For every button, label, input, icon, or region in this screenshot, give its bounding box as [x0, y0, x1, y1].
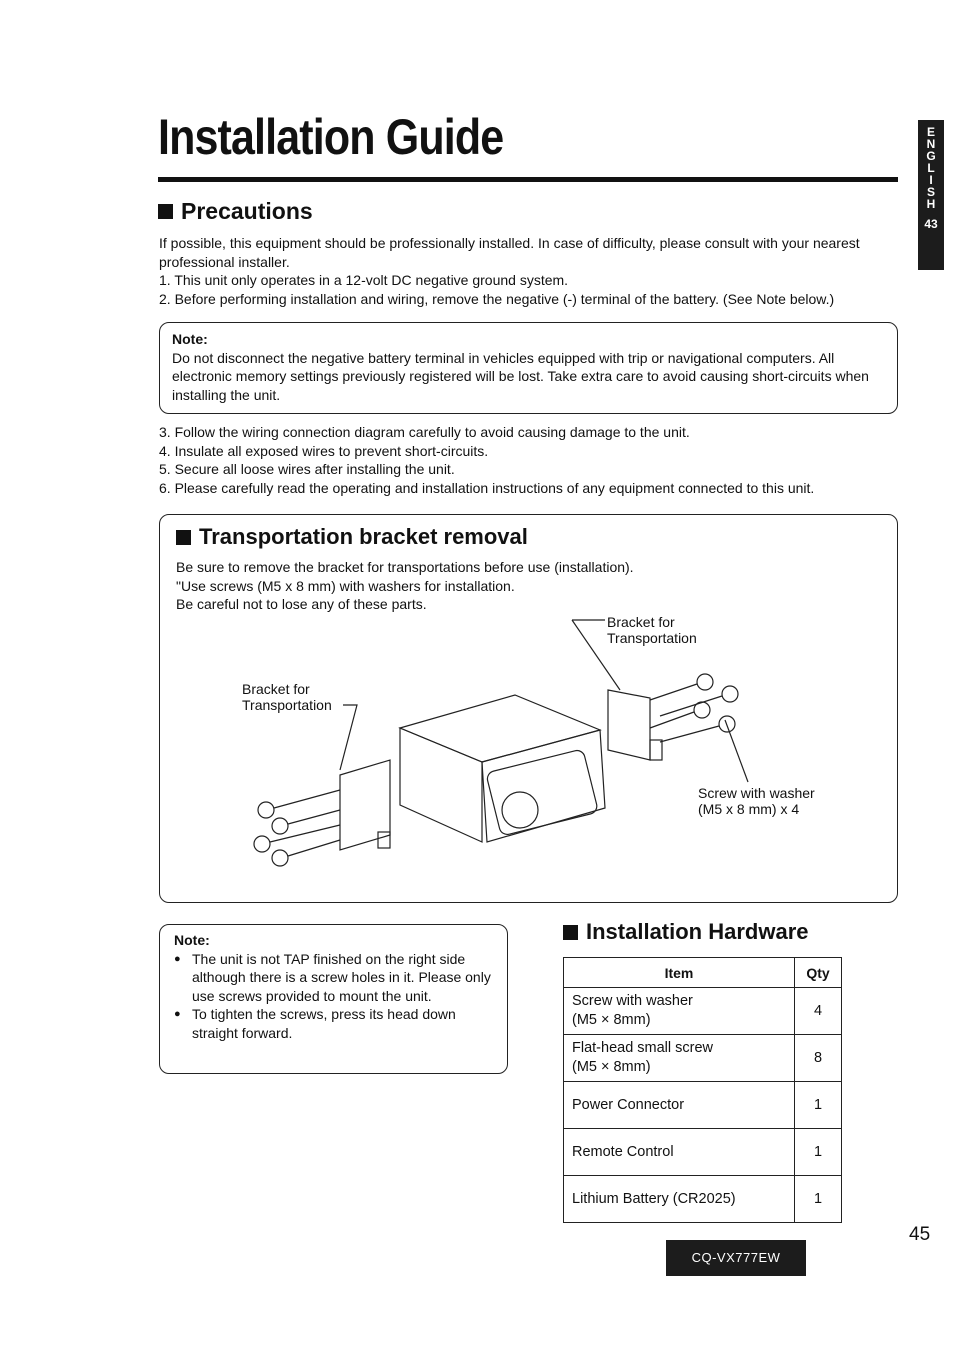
item-cell [564, 988, 795, 1035]
title-rule [158, 177, 898, 182]
hardware-heading [563, 919, 809, 945]
tab-letter: E [926, 125, 935, 139]
item-size: (M5 × 8mm) [572, 1012, 651, 1028]
table-row [564, 1129, 842, 1176]
precaution-item: 6. Please carefully read the operating and installation instructions of any equipment connected to this unit. [159, 479, 815, 496]
label-line: Bracket for [242, 681, 310, 697]
tab-page-number: 43 [924, 217, 938, 231]
note-title: Note: [172, 331, 208, 347]
language-tab [918, 120, 944, 270]
note-box-tap [159, 924, 508, 1074]
table-row [564, 1176, 842, 1223]
screw-icon [650, 702, 710, 728]
precautions-heading-text: Precautions [181, 198, 313, 224]
unit-side [400, 728, 482, 842]
note-box-precautions [159, 322, 898, 414]
volume-knob-icon [502, 792, 538, 828]
precautions-intro: If possible, this equipment should be professionally installed. In case of difficulty, please consult with your nearest professional installer. [159, 235, 860, 270]
screw-icon [650, 674, 713, 700]
leader-line [340, 705, 357, 770]
screw-icon [272, 840, 340, 866]
note-text: Do not disconnect the negative battery terminal in vehicles equipped with trip or navigational computers. All electronic memory settings previously registered will be lost. Take extra care to avoid causing short-circuits when installing the unit. [172, 349, 869, 403]
qty-cell: 1 [795, 1129, 842, 1176]
note-bullet: ● To tighten the screws, press its head down straight forward. [174, 1005, 492, 1042]
bracket-tab [378, 832, 390, 848]
model-badge: CQ-VX777EW [666, 1240, 806, 1276]
qty-cell: 1 [795, 1176, 842, 1223]
transport-line: "Use screws (M5 x 8 mm) with washers for installation. [176, 577, 515, 594]
transport-heading-text: Transportation bracket removal [199, 524, 528, 549]
precaution-item: 2. Before performing installation and wiring, remove the negative (-) terminal of the battery. (See Note below.) [159, 290, 835, 307]
item-cell: Remote Control [564, 1129, 795, 1176]
item-cell: Lithium Battery (CR2025) [564, 1176, 795, 1223]
tab-letter: I [929, 173, 933, 187]
screw-icon [254, 825, 340, 852]
note-content [172, 330, 888, 404]
right-bracket-icon [608, 690, 650, 760]
note-content [174, 931, 492, 1043]
precaution-item: 4. Insulate all exposed wires to prevent short-circuits. [159, 442, 489, 459]
precaution-item: 1. This unit only operates in a 12-volt DC negative ground system. [159, 272, 569, 289]
bullet-square-icon [176, 530, 191, 545]
item-name: Flat-head small screw [572, 1040, 714, 1057]
transport-line: Be sure to remove the bracket for transportations before use (installation). [176, 559, 634, 575]
table-row [564, 1035, 842, 1082]
bullet-square-icon [563, 925, 578, 940]
tab-letter: N [926, 137, 936, 151]
label-line: Transportation [607, 630, 697, 646]
label-line: Transportation [242, 697, 332, 713]
label-line: Bracket for [607, 614, 675, 630]
transport-instructions [176, 558, 776, 614]
label-line: (M5 x 8 mm) x 4 [698, 801, 800, 817]
precaution-item: 5. Secure all loose wires after installing the unit. [159, 461, 455, 478]
note-bullet-list [174, 950, 492, 1043]
precautions-intro-block [159, 234, 899, 308]
screw-icon [272, 810, 340, 834]
column-header-item: Item [564, 958, 795, 988]
faceplate-display [486, 749, 599, 836]
transport-line: Be careful not to lose any of these parts. [176, 596, 427, 613]
label-line: Screw with washer [698, 785, 815, 801]
qty-cell: 8 [795, 1035, 842, 1082]
table-header-row [564, 958, 842, 988]
table-row [564, 1082, 842, 1129]
leader-line [725, 720, 748, 782]
item-size: (M5 × 8mm) [572, 1059, 651, 1075]
precaution-item: 3. Follow the wiring connection diagram carefully to avoid causing damage to the unit. [159, 424, 690, 440]
bracket-removal-diagram [230, 610, 750, 870]
bullet-square-icon [158, 204, 173, 219]
note-title: Note: [174, 932, 210, 948]
precautions-list-continued [159, 423, 899, 497]
note-bullet: ● The unit is not TAP finished on the right side although there is a screw holes in it. Please only use screws provided to mount the unit. [174, 950, 492, 1006]
leader-line [572, 620, 620, 690]
tab-letter: G [926, 149, 936, 163]
item-cell [564, 1035, 795, 1082]
screw-icon [660, 686, 738, 716]
tab-letter: S [926, 185, 935, 199]
tab-letter: L [927, 161, 935, 175]
tab-letter: H [926, 197, 936, 211]
bracket-tab [650, 740, 662, 760]
hardware-table [563, 957, 842, 1223]
column-header-qty: Qty [795, 958, 842, 988]
left-bracket-icon [340, 760, 390, 850]
qty-cell: 4 [795, 988, 842, 1035]
qty-cell: 1 [795, 1082, 842, 1129]
page-number: 45 [909, 1224, 931, 1245]
hardware-heading-text: Installation Hardware [586, 919, 809, 944]
transport-heading [176, 524, 528, 550]
table-row [564, 988, 842, 1035]
item-name: Screw with washer [572, 993, 693, 1010]
item-cell: Power Connector [564, 1082, 795, 1129]
precautions-heading [158, 198, 313, 225]
page-title: Installation Guide [158, 109, 504, 165]
